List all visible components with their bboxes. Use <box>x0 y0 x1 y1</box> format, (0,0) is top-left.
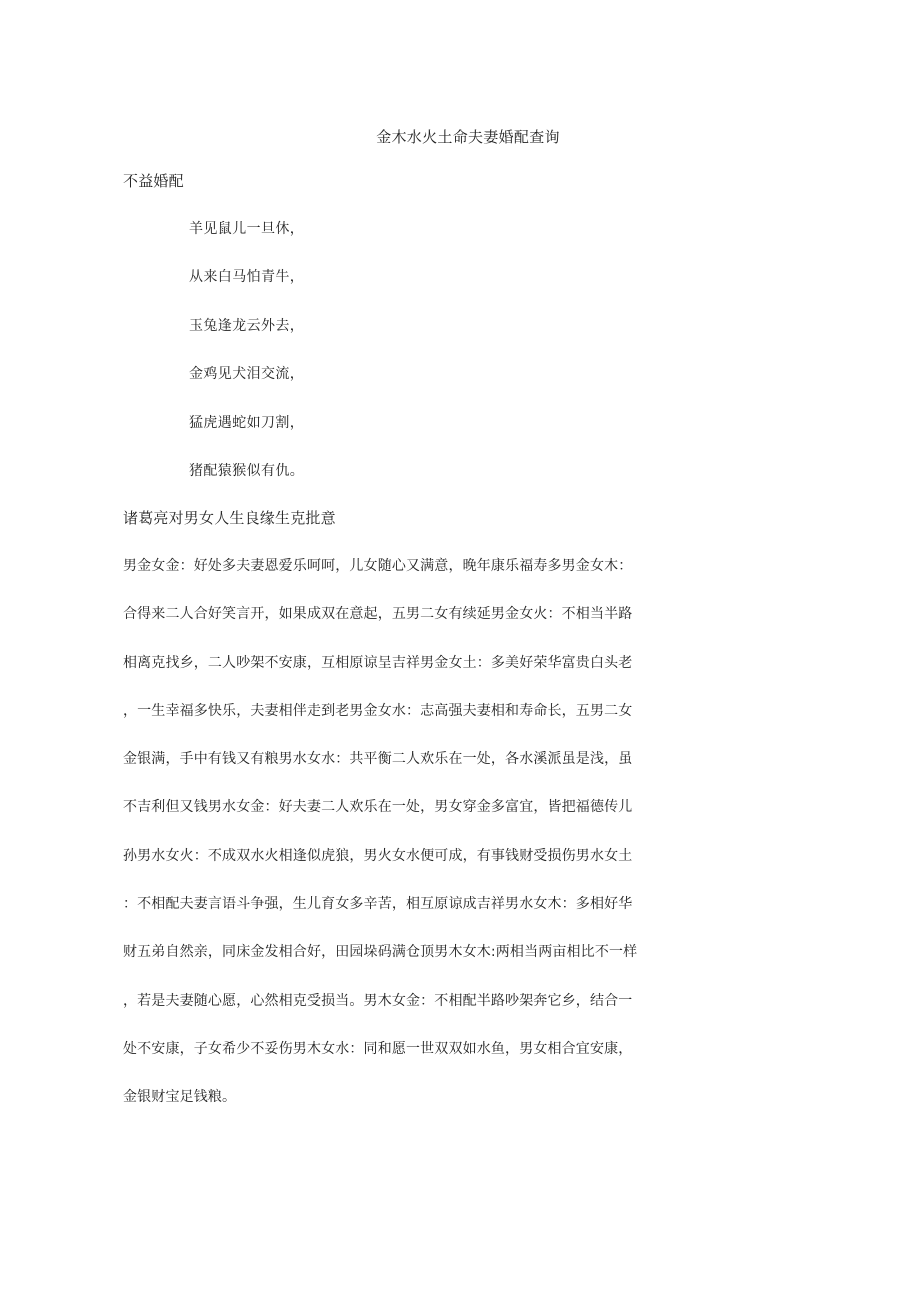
body-line: 财五弟自然亲，同床金发相合好，田园垛码满仓顶男木女木:两相当两亩相比不一样 <box>123 944 638 961</box>
section-heading-unfavorable-matches: 不益婚配 <box>123 172 184 190</box>
body-line: 处不安康，子女希少不妥伤男木女水：同和愿一世双双如水鱼，男女相合宜安康， <box>123 1040 633 1057</box>
poem-line: 从来白马怕青牛， <box>189 269 305 286</box>
body-line: 相离克找乡，二人吵架不安康，互相原谅呈吉祥男金女土：多美好荣华富贵白头老 <box>123 654 633 671</box>
poem-line: 猛虎遇蛇如刀割， <box>189 414 305 431</box>
section-heading-zhuge-liang: 诸葛亮对男女人生良缘生克批意 <box>123 509 336 527</box>
poem-line: 猪配猿猴似有仇。 <box>189 462 305 479</box>
body-line: 不吉利但又钱男水女金：好夫妻二人欢乐在一处，男女穿金多富宜，皆把福德传儿 <box>123 799 633 816</box>
body-line: ，若是夫妻随心愿，心然相克受损当。男木女金：不相配半路吵架奔它乡，结合一 <box>123 992 633 1009</box>
poem-line: 金鸡见犬泪交流， <box>189 366 305 383</box>
body-line: 金银满，手中有钱又有粮男水女水：共平衡二人欢乐在一处，各水溪派虽是浅，虽 <box>123 751 633 768</box>
document-title: 金木水火土命夫妻婚配查询 <box>376 128 560 146</box>
poem-line: 羊见鼠儿一旦休， <box>189 221 305 237</box>
poem <box>189 219 304 509</box>
body-line: ：不相配夫妻言语斗争强，生儿育女多辛苦，相互原谅成吉祥男水女木：多相好华 <box>123 896 633 913</box>
body-line: 男金女金：好处多夫妻恩爱乐呵呵，儿女随心又满意，晚年康乐福寿多男金女木： <box>123 558 633 574</box>
body-paragraph <box>123 556 663 1136</box>
body-line: 孙男水女火：不成双水火相逢似虎狼，男火女水便可成，有事钱财受损伤男水女土 <box>123 847 633 864</box>
body-line: 金银财宝足钱粮。 <box>123 1089 237 1106</box>
body-line: 合得来二人合好笑言开，如果成双在意起，五男二女有续延男金女火：不相当半路 <box>123 606 633 623</box>
poem-line: 玉兔逢龙云外去， <box>189 317 305 334</box>
body-line: ，一生幸福多快乐，夫妻相伴走到老男金女水：志高强夫妻相和寿命长，五男二女 <box>123 702 633 719</box>
